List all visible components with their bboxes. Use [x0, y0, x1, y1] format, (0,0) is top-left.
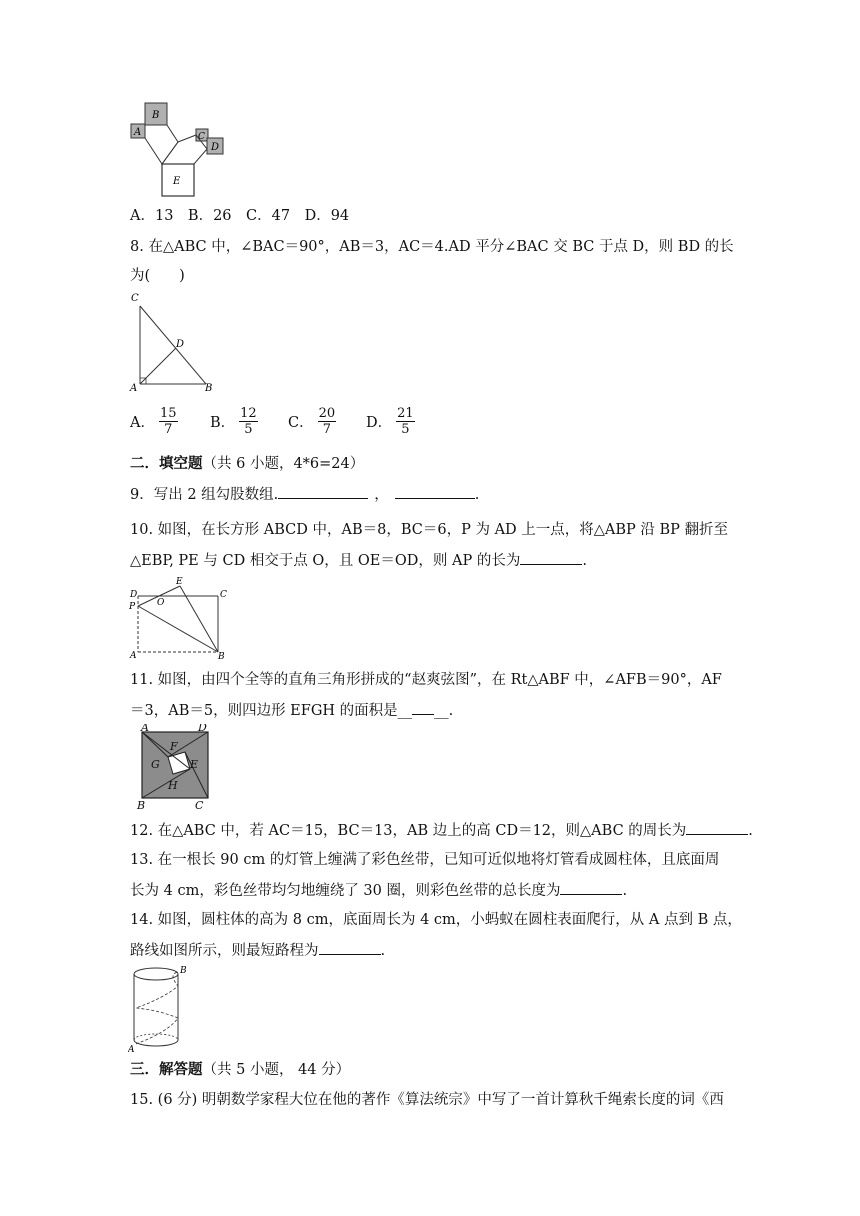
q8-option-d: D． $\frac{21}{5}$: [366, 406, 414, 437]
q8-option-c: C． $\frac{20}{7}$: [288, 406, 336, 437]
q14-figure: [128, 962, 190, 1054]
q11-label-f: F: [170, 740, 178, 753]
q7-label-b: B: [152, 110, 160, 121]
q11-label-a: A: [141, 724, 149, 734]
q14-blank[interactable]: [319, 940, 381, 955]
q12-text: 12. 在△ABC 中，若 AC＝15，BC＝13，AB 边上的高 CD＝12，则△ABC 的周长为 .: [130, 820, 753, 841]
section2-note: （共 6 小题，4*6=24）: [202, 456, 365, 472]
q7-label-e: E: [173, 176, 181, 187]
q13-text-line1: 13. 在一根长 90 cm 的灯管上缠满了彩色丝带，已知可近似地将灯管看成圆柱体，且底面周: [130, 852, 720, 868]
section2-title: 二．填空题: [130, 455, 203, 472]
q10-label-c: C: [220, 590, 227, 600]
q8-figure: [128, 290, 224, 394]
q13-text-line2: 长为 4 cm，彩色丝带均匀地缠绕了 30 圈，则彩色丝带的总长度为 .: [130, 880, 627, 901]
q13-blank[interactable]: [560, 880, 622, 895]
q11-label-e: E: [190, 758, 199, 771]
q8-text-line2: 为( ): [130, 268, 185, 284]
q8-text-line1: 8. 在△ABC 中，∠BAC＝90°，AB＝3，AC＝4.AD 平分∠BAC 交 BC 于点 D，则 BD 的长: [130, 239, 734, 255]
q10-blank[interactable]: [520, 550, 582, 565]
q10-label-a: A: [130, 651, 137, 660]
q14-text-line2: 路线如图所示，则最短路程为 .: [130, 940, 385, 961]
q11-label-h: H: [168, 779, 178, 792]
q10-label-b: B: [218, 652, 225, 660]
section3-heading: [130, 1060, 350, 1080]
q8-label-a: A: [130, 383, 138, 394]
q7-label-c: C: [198, 132, 205, 142]
section3-title: 三．解答题: [130, 1061, 203, 1078]
q7-figure: [128, 100, 228, 200]
q11-label-b: B: [137, 799, 146, 812]
q10-label-o: O: [157, 598, 165, 608]
q11-figure: [132, 724, 220, 812]
q14-label-b: B: [180, 966, 187, 976]
q10-figure: [128, 574, 232, 660]
q11-label-g: G: [151, 758, 160, 771]
q10-text-line1: 10. 如图，在长方形 ABCD 中，AB＝8，BC＝6，P 为 AD 上一点，将△ABP 沿 BP 翻折至: [130, 522, 729, 538]
q8-label-b: B: [205, 383, 213, 394]
q8-option-a: A． $\frac{15}{7}$: [130, 406, 177, 437]
q9-text: 9．写出 2 组勾股数组. ， .: [130, 484, 479, 505]
section2-heading: [130, 454, 364, 474]
q10-text-line2: △EBP, PE 与 CD 相交于点 O，且 OE＝OD，则 AP 的长为 .: [130, 550, 587, 571]
q9-blank-1[interactable]: [278, 484, 368, 499]
q7-options: A．13 B．26 C．47 D．94: [130, 208, 350, 224]
q7-label-a: A: [134, 127, 142, 138]
q10-label-d: D: [130, 590, 138, 600]
q12-blank[interactable]: [686, 820, 748, 835]
q10-label-p: P: [129, 602, 136, 612]
section3-note: （共 5 小题， 44 分）: [202, 1062, 351, 1078]
q14-text-line1: 14. 如图，圆柱体的高为 8 cm，底面周长为 4 cm，小蚂蚁在圆柱表面爬行，从 A 点到 B 点，: [130, 912, 742, 928]
q15-text: 15. (6 分) 明朝数学家程大位在他的著作《算法统宗》中写了一首计算秋千绳索长度的词《西: [130, 1092, 724, 1108]
q8-label-d: D: [176, 339, 185, 350]
q8-option-b: B． $\frac{12}{5}$: [210, 406, 257, 437]
q11-label-c: C: [195, 799, 204, 812]
q14-label-a: A: [128, 1045, 135, 1054]
q11-text-line2: ＝3，AB＝5，则四边形 EFGH 的面积是__ __.: [130, 700, 453, 721]
q7-label-d: D: [211, 142, 220, 153]
q11-text-line1: 11. 如图，由四个全等的直角三角形拼成的“赵爽弦图”，在 Rt△ABF 中，∠AFB＝90°，AF: [130, 672, 722, 688]
q9-blank-2[interactable]: [395, 484, 475, 499]
q11-blank[interactable]: [412, 700, 434, 715]
q11-label-d: D: [198, 724, 207, 734]
q8-label-c: C: [131, 293, 139, 304]
q10-label-e: E: [176, 577, 183, 587]
